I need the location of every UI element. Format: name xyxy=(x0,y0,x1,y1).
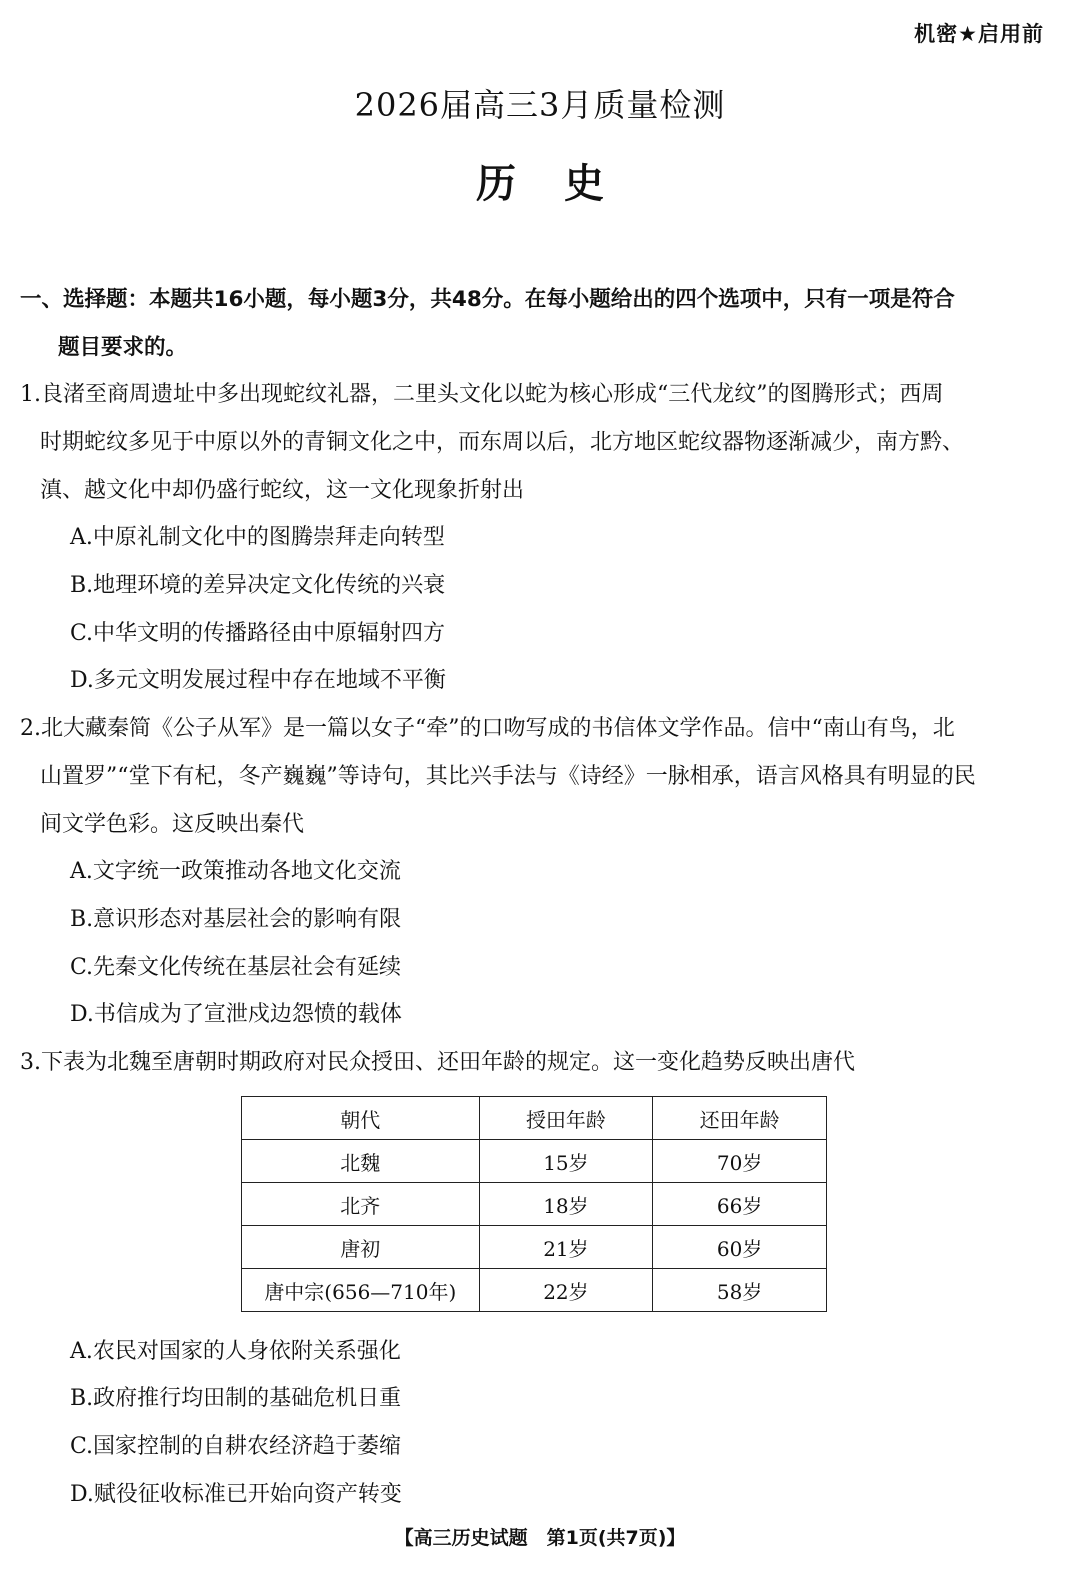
table-cell: 北齐 xyxy=(242,1183,480,1226)
q3-option-c: C.国家控制的自耕农经济趋于萎缩 xyxy=(70,1434,402,1459)
table-cell: 22岁 xyxy=(479,1269,653,1312)
table-row xyxy=(242,1226,827,1269)
table-header-row xyxy=(242,1097,827,1140)
land-age-table xyxy=(241,1096,827,1312)
q1-stem-line2: 时期蛇纹多见于中原以外的青铜文化之中，而东周以后，北方地区蛇纹器物逐渐减少，南方黔、 xyxy=(40,430,965,455)
table-cell: 70岁 xyxy=(653,1140,827,1183)
table-row xyxy=(242,1140,827,1183)
confidential-mark: 机密★启用前 xyxy=(914,22,1044,46)
table-header-grant-age: 授田年龄 xyxy=(479,1097,653,1140)
page-footer: 【高三历史试题 第1页(共7页)】 xyxy=(394,1527,686,1549)
table-cell: 60岁 xyxy=(653,1226,827,1269)
table-cell: 58岁 xyxy=(653,1269,827,1312)
table-cell: 北魏 xyxy=(242,1140,480,1183)
section-instructions-line1: 一、选择题：本题共16小题，每小题3分，共48分。在每小题给出的四个选项中，只有一项是符合 xyxy=(20,287,955,312)
q2-option-a: A.文字统一政策推动各地文化交流 xyxy=(70,859,401,884)
q2-option-c: C.先秦文化传统在基层社会有延续 xyxy=(70,955,402,980)
table-cell: 唐中宗(656—710年) xyxy=(242,1269,480,1312)
q2-stem-line1: 2.北大藏秦简《公子从军》是一篇以女子“牵”的口吻写成的书信体文学作品。信中“南山有鸟，北 xyxy=(20,716,955,741)
table-row xyxy=(242,1269,827,1312)
section-instructions-line2: 题目要求的。 xyxy=(58,335,188,360)
table-cell: 18岁 xyxy=(479,1183,653,1226)
table-cell: 21岁 xyxy=(479,1226,653,1269)
q1-option-a: A.中原礼制文化中的图腾崇拜走向转型 xyxy=(70,525,445,550)
section-instructions xyxy=(20,276,1050,372)
q3-stem-line1: 3.下表为北魏至唐朝时期政府对民众授田、还田年龄的规定。这一变化趋势反映出唐代 xyxy=(20,1050,855,1075)
q1-stem-line1: 1.良渚至商周遗址中多出现蛇纹礼器，二里头文化以蛇为核心形成“三代龙纹”的图腾形式；西周 xyxy=(20,382,944,407)
table-header-return-age: 还田年龄 xyxy=(653,1097,827,1140)
q1-option-c: C.中华文明的传播路径由中原辐射四方 xyxy=(70,621,446,646)
table-cell: 66岁 xyxy=(653,1183,827,1226)
table-cell: 唐初 xyxy=(242,1226,480,1269)
q3-option-a: A.农民对国家的人身依附关系强化 xyxy=(70,1339,401,1364)
q2-option-b: B.意识形态对基层社会的影响有限 xyxy=(70,907,402,932)
table-header-dynasty: 朝代 xyxy=(242,1097,480,1140)
q2-stem-line2: 山置罗”“堂下有杞，冬产巍巍”等诗句，其比兴手法与《诗经》一脉相承，语言风格具有明显的民 xyxy=(40,764,976,789)
q1-option-b: B.地理环境的差异决定文化传统的兴衰 xyxy=(70,573,446,598)
table-cell: 15岁 xyxy=(479,1140,653,1183)
q2-option-d: D.书信成为了宣泄戍边怨愤的载体 xyxy=(70,1002,402,1027)
q3-option-b: B.政府推行均田制的基础危机日重 xyxy=(70,1386,402,1411)
q2-stem-line3: 间文学色彩。这反映出秦代 xyxy=(40,812,305,837)
q1-option-d: D.多元文明发展过程中存在地域不平衡 xyxy=(70,668,446,693)
exam-title: 2026届高三3月质量检测 xyxy=(354,86,726,124)
q3-option-d: D.赋役征收标准已开始向资产转变 xyxy=(70,1482,402,1507)
q1-stem-line3: 滇、越文化中却仍盛行蛇纹，这一文化现象折射出 xyxy=(40,478,525,503)
table-row xyxy=(242,1183,827,1226)
subject-title: 历史 xyxy=(476,161,652,207)
